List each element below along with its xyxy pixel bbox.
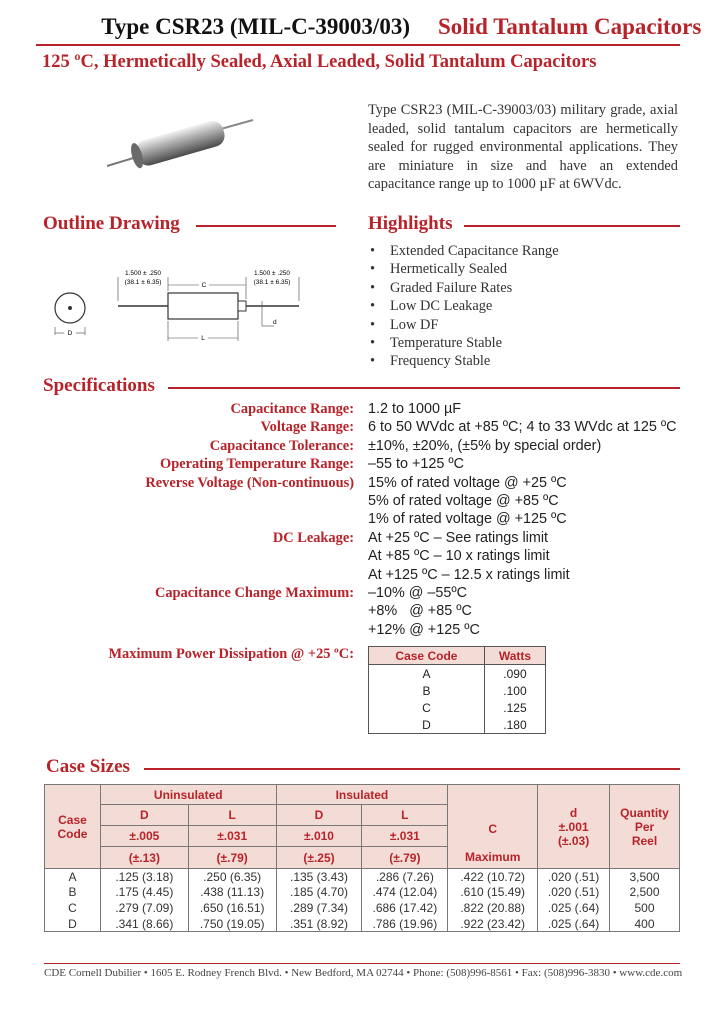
col-id: D bbox=[276, 805, 362, 826]
highlight-item: • Frequency Stable bbox=[370, 353, 491, 370]
spec-reverse-voltage-2: 5% of rated voltage @ +85 ºC bbox=[368, 493, 559, 509]
title-row bbox=[0, 14, 700, 46]
table-row: B .100 bbox=[369, 682, 546, 699]
highlight-item: • Graded Failure Rates bbox=[370, 279, 513, 296]
title-rule bbox=[36, 44, 680, 46]
specifications-heading: Specifications bbox=[43, 375, 155, 396]
col-ul-metric: (±.79) bbox=[188, 847, 276, 869]
spec-operating-temp: Operating Temperature Range: –55 to +125 ºC bbox=[160, 456, 465, 473]
spec-cap-change: Capacitance Change Maximum: –10% @ –55ºC bbox=[154, 585, 468, 601]
specifications-rule bbox=[168, 387, 680, 389]
footer-rule bbox=[44, 963, 680, 964]
outline-rule bbox=[196, 225, 336, 227]
spec-capacitance-tolerance: Capacitance Tolerance: ±10%, ±20%, (±5% by special order) bbox=[209, 437, 602, 454]
case-sizes-heading: Case Sizes bbox=[46, 756, 130, 777]
group-uninsulated: Uninsulated bbox=[100, 785, 276, 805]
col-il: L bbox=[362, 805, 448, 826]
col-ud: D bbox=[100, 805, 188, 826]
group-insulated: Insulated bbox=[276, 785, 448, 805]
outline-label-d-small: d bbox=[273, 319, 277, 326]
spec-reverse-voltage: Reverse Voltage (Non-continuous) 15% of rated voltage @ +25 ºC bbox=[145, 474, 567, 491]
highlight-item: • Extended Capacitance Range bbox=[370, 243, 559, 259]
outline-dim-right-2: (38.1 ± 6.35) bbox=[253, 279, 291, 286]
table-row: D .180 bbox=[369, 716, 546, 734]
page-subtitle: 125 ºC, Hermetically Sealed, Axial Leaded, Solid Tantalum Capacitors bbox=[42, 52, 597, 72]
highlight-item: • Low DF bbox=[370, 316, 439, 333]
col-id-metric: (±.25) bbox=[276, 847, 362, 869]
highlights-heading: Highlights bbox=[368, 213, 453, 234]
footer-contact: CDE Cornell Dubilier • 1605 E. Rodney French Blvd. • New Bedford, MA 02744 • Phone: (508)996-8561 • Fax: (508)996-3830 • www.cde.com bbox=[44, 967, 683, 979]
col-il-tol: ±.031 bbox=[362, 826, 448, 847]
col-il-metric: (±.79) bbox=[362, 847, 448, 869]
case-sizes-table bbox=[44, 784, 680, 932]
outline-label-c: C bbox=[201, 282, 207, 289]
highlights-rule bbox=[464, 225, 680, 227]
table-row: D .341 (8.66) .750 (19.05) .351 (8.92) .786 (19.96) .922 (23.42) .025 (.64) 400 bbox=[45, 916, 680, 932]
col-id-tol: ±.010 bbox=[276, 826, 362, 847]
col-ul-tol: ±.031 bbox=[188, 826, 276, 847]
table-row: A .125 (3.18) .250 (6.35) .135 (3.43) .286 (7.26) .422 (10.72) .020 (.51) 3,500 bbox=[45, 869, 680, 885]
case-sizes-rule bbox=[144, 768, 680, 770]
table-row: C .279 (7.09) .650 (16.51) .289 (7.34) .686 (17.42) .822 (20.88) .025 (.64) 500 bbox=[45, 900, 680, 916]
outline-dim-right-1: 1.500 ± .250 bbox=[253, 270, 291, 277]
spec-dc-leakage: DC Leakage: At +25 ºC – See ratings limit bbox=[272, 529, 549, 546]
table-row: C .125 bbox=[369, 699, 546, 716]
spec-capacitance-range: Capacitance Range: 1.2 to 1000 µF bbox=[230, 401, 462, 417]
page-title-product: Solid Tantalum Capacitors bbox=[438, 14, 702, 39]
col-ul: L bbox=[188, 805, 276, 826]
table-row: A .090 bbox=[369, 665, 546, 683]
power-col-case: Case Code bbox=[369, 647, 485, 665]
page-title: Type CSR23 (MIL-C-39003/03) bbox=[101, 14, 410, 39]
highlights-list bbox=[370, 242, 559, 371]
outline-label-l: L bbox=[201, 335, 205, 342]
highlight-item: • Hermetically Sealed bbox=[370, 261, 508, 278]
col-case-code: Case Code bbox=[45, 785, 101, 869]
intro-paragraph: Type CSR23 (MIL-C-39003/03) military grade, axial leaded, solid tantalum capacitors are hermetically sealed for rugged environmental applications. They are miniature in size and have an extended capacitance range up to 1000 µF at 6WVdc. bbox=[368, 102, 678, 193]
spec-dc-leakage-3: At +125 ºC – 12.5 x ratings limit bbox=[368, 566, 570, 583]
highlight-item: • Low DC Leakage bbox=[370, 298, 493, 315]
capacitor-photo bbox=[105, 108, 255, 178]
spec-dc-leakage-2: At +85 ºC – 10 x ratings limit bbox=[368, 548, 550, 565]
spec-voltage-range: Voltage Range: 6 to 50 WVdc at +85 ºC; 4 to 33 WVdc at 125 ºC bbox=[260, 419, 677, 436]
power-dissipation-table bbox=[368, 646, 546, 734]
outline-dim-left-2: (38.1 ± 6.35) bbox=[124, 279, 162, 286]
col-ud-tol: ±.005 bbox=[100, 826, 188, 847]
col-d-small: d ±.001 (±.03) bbox=[538, 785, 610, 869]
table-row: B .175 (4.45) .438 (11.13) .185 (4.70) .474 (12.04) .610 (15.49) .020 (.51) 2,500 bbox=[45, 885, 680, 901]
col-c-maximum: C Maximum bbox=[448, 785, 538, 869]
power-col-watts: Watts bbox=[484, 647, 545, 665]
outline-heading: Outline Drawing bbox=[43, 213, 180, 234]
spec-reverse-voltage-3: 1% of rated voltage @ +125 ºC bbox=[368, 511, 567, 528]
col-quantity: Quantity Per Reel bbox=[610, 785, 680, 869]
highlight-item: • Temperature Stable bbox=[370, 334, 503, 351]
outline-drawing bbox=[44, 255, 344, 355]
outline-dim-left-1: 1.500 ± .250 bbox=[124, 270, 162, 277]
spec-cap-change-2: +8% @ +85 ºC bbox=[368, 603, 472, 620]
col-ud-metric: (±.13) bbox=[100, 847, 188, 869]
outline-label-d: D bbox=[67, 330, 73, 337]
spec-power-label: Maximum Power Dissipation @ +25 ºC: bbox=[108, 646, 354, 662]
spec-cap-change-3: +12% @ +125 ºC bbox=[368, 621, 480, 638]
